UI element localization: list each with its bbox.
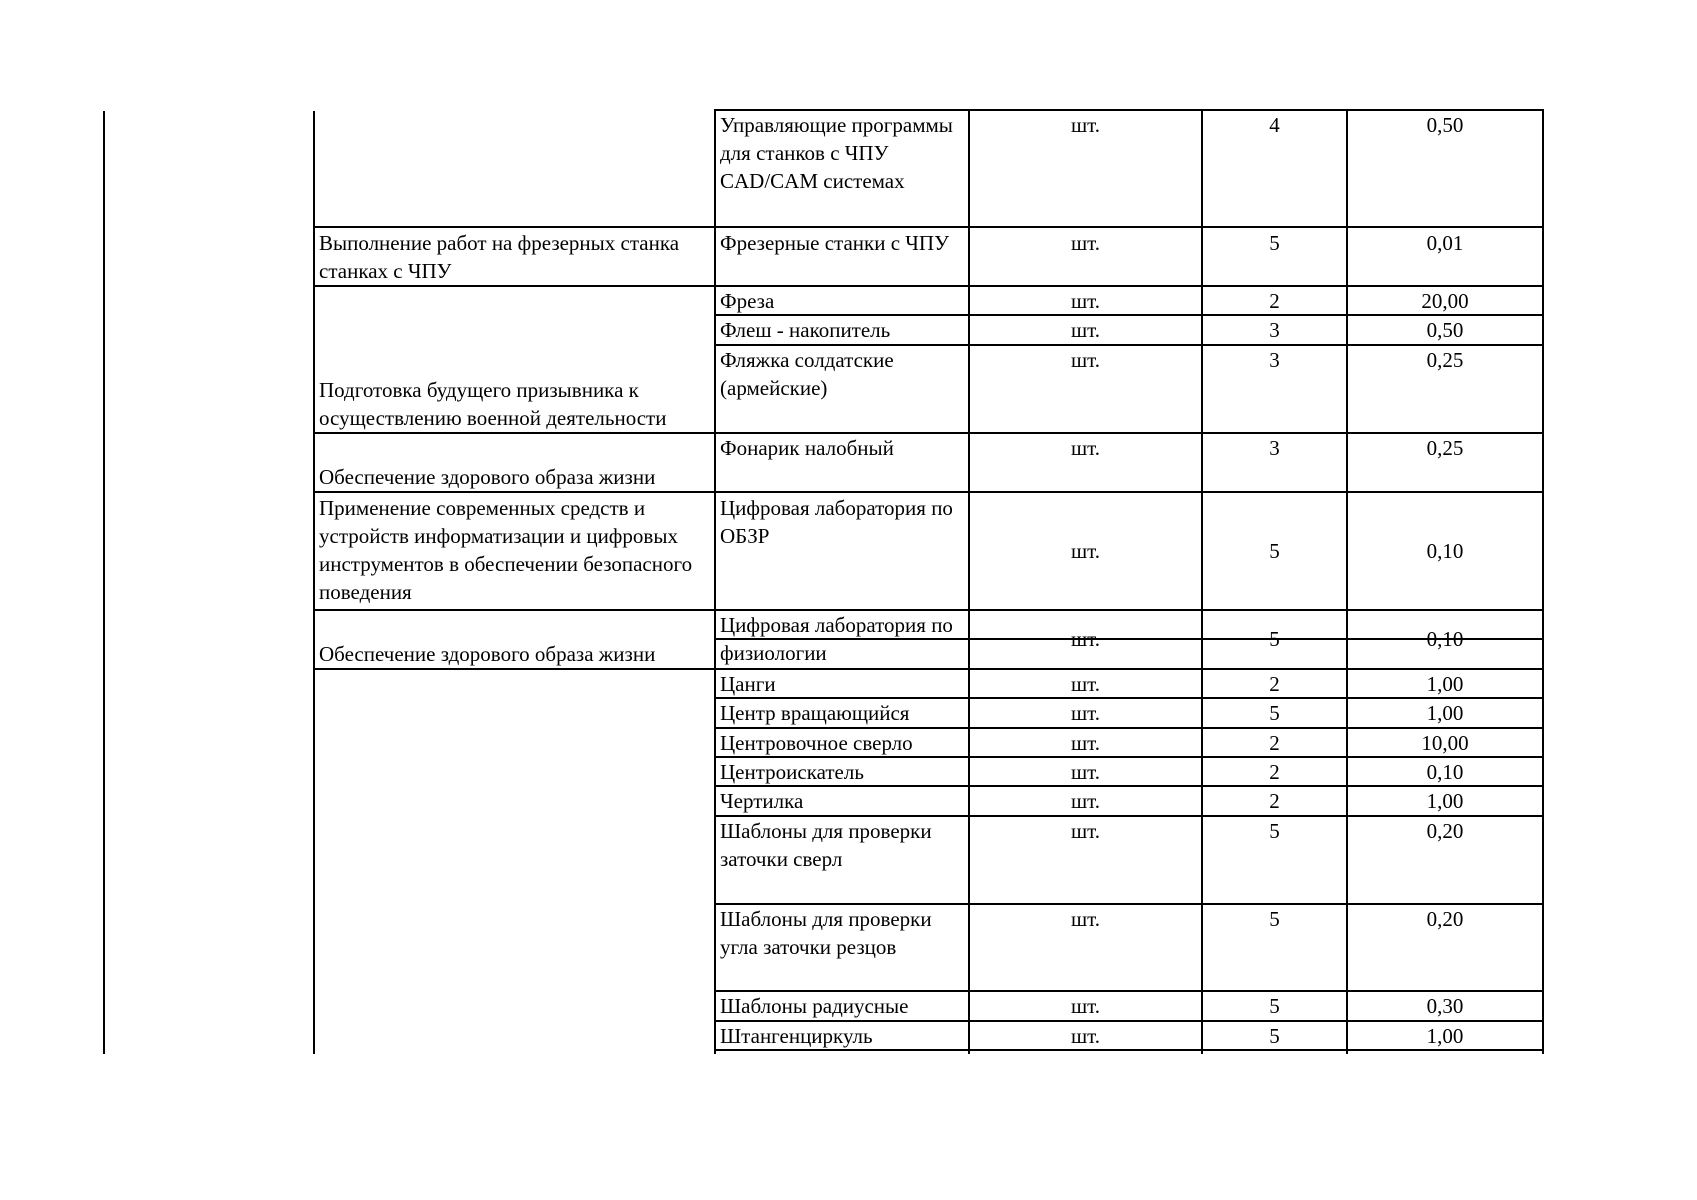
row-item-name: Цифровая лаборатория по физиологии	[720, 613, 953, 665]
row-item-unit: шт.	[1070, 289, 1101, 313]
row-item-name: Штангенциркуль	[720, 1024, 873, 1048]
row-item-unit: шт.	[1070, 701, 1101, 725]
row-item-coef: 10,00	[1421, 731, 1469, 755]
row-item-qty: 4	[1269, 113, 1280, 137]
row-item-coef: 20,00	[1421, 289, 1469, 313]
row-item-coef: 0,20	[1426, 907, 1464, 931]
row-item-name: Фреза	[720, 289, 775, 313]
row-item-unit: шт.	[1070, 760, 1101, 784]
row-item-qty: 3	[1269, 436, 1280, 460]
row-item-name: Шаблоны для проверки угла заточки резцов	[720, 907, 932, 959]
row-item-coef: 0,01	[1426, 231, 1464, 255]
row-item-name: Фляжка солдатские (армейские)	[720, 348, 894, 400]
row-item-qty: 5	[1269, 907, 1280, 931]
row-item-name: Шаблоны для проверки заточки сверл	[720, 819, 932, 871]
row-item-qty: 5	[1269, 701, 1280, 725]
row-item-qty: 5	[1269, 539, 1280, 563]
row-item-coef: 1,00	[1426, 1024, 1464, 1048]
row-item-unit: шт.	[1070, 994, 1101, 1018]
row-item-unit: шт.	[1070, 627, 1101, 651]
row-item-coef: 0,25	[1426, 436, 1464, 460]
row-item-name: Чертилка	[720, 789, 804, 813]
row-item-name: Цанги	[720, 672, 776, 696]
row-item-name: Центроискатель	[720, 760, 864, 784]
row-item-unit: шт.	[1070, 539, 1101, 563]
row-item-coef: 0,50	[1426, 113, 1464, 137]
row-item-qty: 5	[1269, 231, 1280, 255]
section-label-cnc-milling: Выполнение работ на фрезерных станка станках с ЧПУ	[319, 231, 680, 283]
row-item-coef: 1,00	[1426, 789, 1464, 813]
row-item-unit: шт.	[1070, 436, 1101, 460]
row-item-coef: 1,00	[1426, 701, 1464, 725]
table-border-right	[1542, 109, 1544, 1054]
row-item-name: Фрезерные станки с ЧПУ	[720, 231, 949, 255]
row-item-unit: шт.	[1070, 348, 1101, 372]
row-item-name: Цифровая лаборатория по ОБЗР	[720, 496, 953, 548]
row-item-name: Центр вращающийся	[720, 701, 910, 725]
row-item-unit: шт.	[1070, 789, 1101, 813]
row-item-qty: 5	[1269, 994, 1280, 1018]
section-label-conscript-training: Подготовка будущего призывника к осуществлению военной деятельности	[319, 378, 667, 430]
row-item-qty: 2	[1269, 789, 1280, 813]
row-item-qty: 3	[1269, 348, 1280, 372]
row-item-name: Фонарик налобный	[720, 436, 894, 460]
row-item-qty: 3	[1269, 318, 1280, 342]
row-item-name: Центровочное сверло	[720, 731, 913, 755]
row-item-name: Шаблоны радиусные	[720, 994, 909, 1018]
row-item-unit: шт.	[1070, 113, 1101, 137]
row-item-coef: 1,00	[1426, 672, 1464, 696]
row-item-qty: 5	[1269, 819, 1280, 843]
row-item-qty: 2	[1269, 672, 1280, 696]
row-item-coef: 0,10	[1426, 760, 1464, 784]
row-item-qty: 5	[1269, 1024, 1280, 1048]
row-item-unit: шт.	[1070, 231, 1101, 255]
row-item-coef: 0,50	[1426, 318, 1464, 342]
row-item-unit: шт.	[1070, 1024, 1101, 1048]
section-label-digital-safety: Применение современных средств и устройств информатизации и цифровых инструментов в обеспечении безопасного поведения	[319, 496, 693, 604]
section-divider	[313, 491, 1544, 493]
row-item-coef: 0,10	[1426, 539, 1464, 563]
row-item-name: Флеш - накопитель	[720, 318, 891, 342]
outer-left-border	[103, 111, 105, 1054]
section-label-healthy-lifestyle-2: Обеспечение здорового образа жизни	[319, 642, 656, 666]
row-item-unit: шт.	[1070, 672, 1101, 696]
row-item-qty: 2	[1269, 731, 1280, 755]
row-item-unit: шт.	[1070, 318, 1101, 342]
row-item-coef: 0,25	[1426, 348, 1464, 372]
row-item-unit: шт.	[1070, 819, 1101, 843]
row-item-coef: 0,10	[1426, 627, 1464, 651]
section-label-healthy-lifestyle: Обеспечение здорового образа жизни	[319, 465, 656, 489]
section-divider	[313, 226, 1544, 228]
row-item-qty: 2	[1269, 289, 1280, 313]
row-item-coef: 0,20	[1426, 819, 1464, 843]
row-item-unit: шт.	[1070, 907, 1101, 931]
row-item-qty: 5	[1269, 627, 1280, 651]
row-item-unit: шт.	[1070, 731, 1101, 755]
row-item-name: Управляющие программы для станков с ЧПУ CAD/CAM системах	[720, 113, 953, 193]
row-item-qty: 2	[1269, 760, 1280, 784]
row-item-coef: 0,30	[1426, 994, 1464, 1018]
